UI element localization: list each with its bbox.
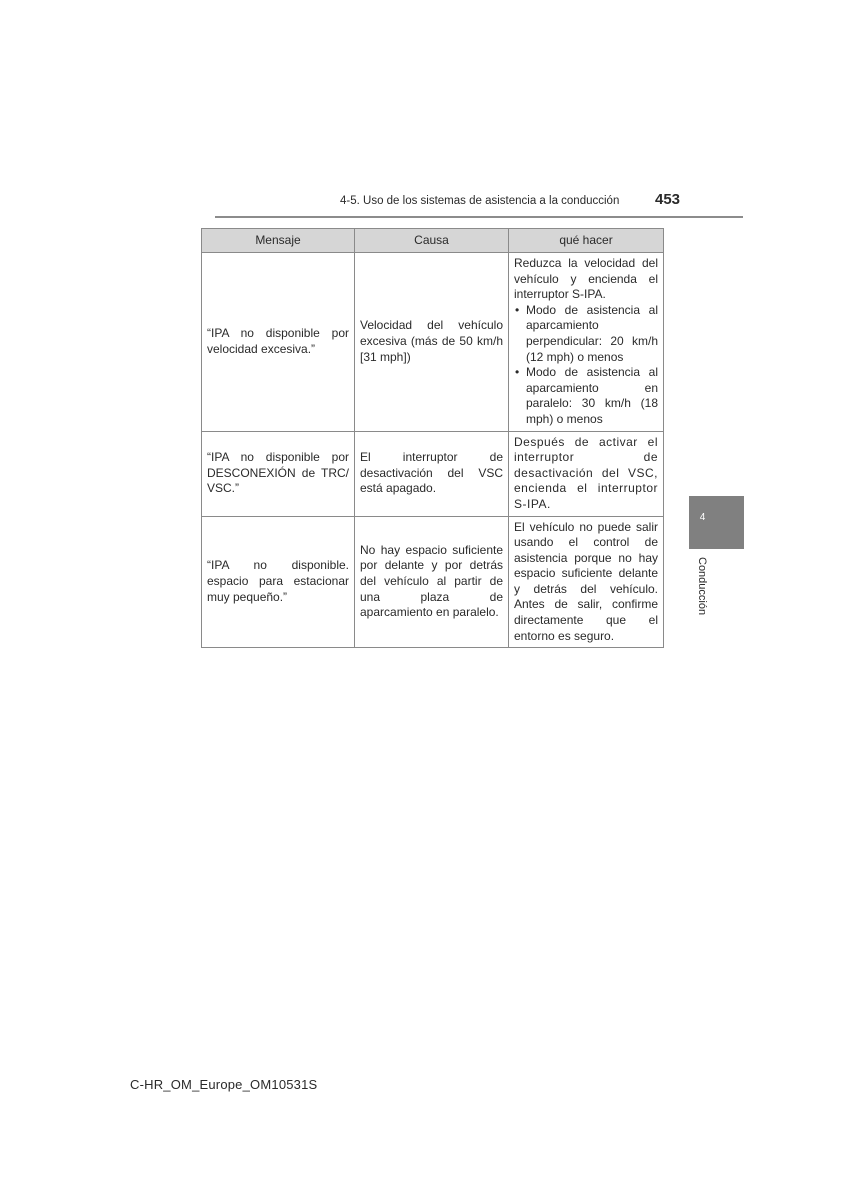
- action-cell: [509, 253, 664, 432]
- column-header-action: qué hacer: [509, 229, 664, 253]
- action-cell: El vehículo no puede salir usando el control de asistencia porque no hay espacio suficiente delante y detrás del vehículo. Antes de salir, confirme directamente que el entorno es seguro.: [509, 516, 664, 648]
- chapter-number: 4: [699, 512, 706, 523]
- column-header-message: Mensaje: [202, 229, 355, 253]
- cause-cell: No hay espacio suficiente por delante y por detrás del vehículo al partir de una plaza de aparcamiento en paralelo.: [355, 516, 509, 648]
- action-bullet-item: • Modo de asistencia al aparcamiento en paralelo: 30 km/h (18 mph) o menos: [514, 365, 658, 427]
- message-cell: “IPA no disponible por DESCONEXIÓN de TRC/ VSC.”: [202, 431, 355, 516]
- message-cell: “IPA no disponible. espacio para estacionar muy pequeño.”: [202, 516, 355, 648]
- section-title: 4-5. Uso de los sistemas de asistencia a la conducción: [340, 195, 620, 207]
- message-table: [201, 228, 664, 648]
- document-code: C-HR_OM_Europe_OM10531S: [130, 1077, 318, 1092]
- chapter-tab: [689, 496, 744, 549]
- action-bullet-list: [514, 303, 658, 428]
- chapter-label: Conducción: [696, 557, 708, 616]
- table-row: [202, 431, 664, 516]
- message-cell: “IPA no disponible por velocidad excesiva.”: [202, 253, 355, 432]
- table-row: [202, 516, 664, 648]
- table-header-row: [202, 229, 664, 253]
- header-divider: [215, 216, 743, 218]
- action-cell: Después de activar el interruptor de desactivación del VSC, encienda el interruptor S-IPA.: [509, 431, 664, 516]
- cause-cell: Velocidad del vehículo excesiva (más de 50 km/h [31 mph]): [355, 253, 509, 432]
- column-header-cause: Causa: [355, 229, 509, 253]
- cause-cell: El interruptor de desactivación del VSC está apagado.: [355, 431, 509, 516]
- page-number: 453: [655, 191, 681, 208]
- action-bullet-item: • Modo de asistencia al aparcamiento perpendicular: 20 km/h (12 mph) o menos: [514, 303, 658, 365]
- table-row: [202, 253, 664, 432]
- action-intro: Reduzca la velocidad del vehículo y encienda el interruptor S-IPA.: [514, 256, 658, 302]
